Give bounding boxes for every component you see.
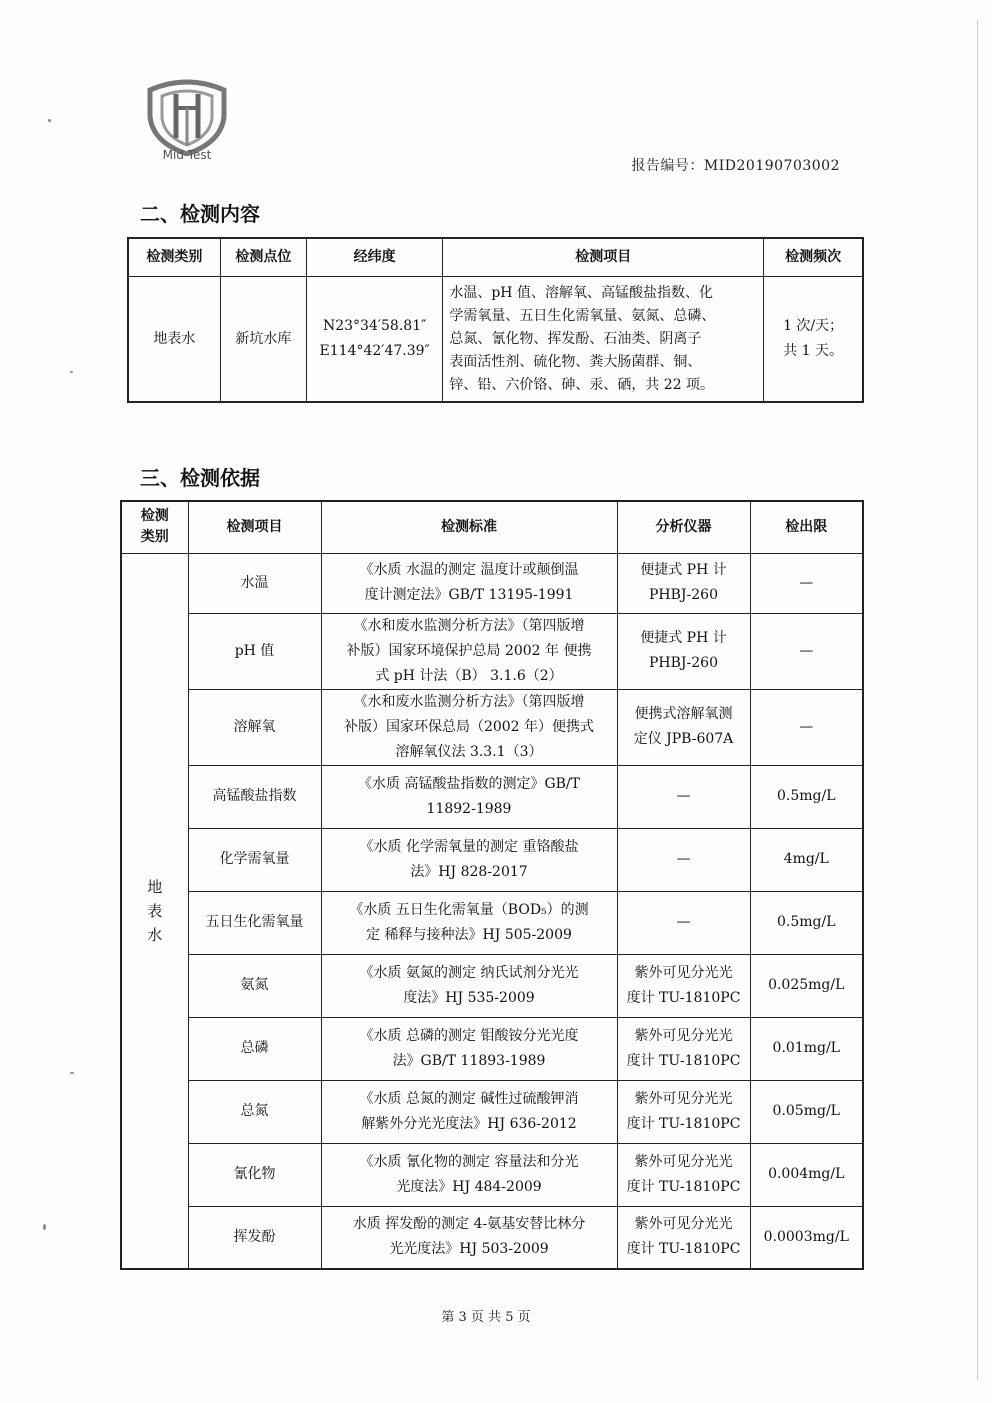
detection-content-table xyxy=(127,237,864,403)
instrument-line: 紫外可见分光光 xyxy=(634,1027,733,1044)
standard-cell xyxy=(321,689,617,765)
standard-line: 《水质 化学需氧量的测定 重铬酸盐 xyxy=(359,838,579,855)
limit-cell: — xyxy=(750,689,863,765)
scan-speck xyxy=(48,119,51,122)
frequency-line: 共 1 天。 xyxy=(783,343,843,359)
standard-line: 《水和废水监测分析方法》（第四版增 xyxy=(353,693,585,710)
limit-cell: — xyxy=(750,553,863,613)
table-row xyxy=(121,954,863,1017)
standard-line: 度法》HJ 535-2009 xyxy=(403,989,535,1006)
standard-line: 定 稀释与接种法》HJ 505-2009 xyxy=(366,926,572,943)
instrument-cell xyxy=(617,828,750,891)
standard-line: 解紫外分光光度法》HJ 636-2012 xyxy=(361,1115,577,1132)
site-cell: 新坑水库 xyxy=(220,277,306,403)
instrument-line: 度计 TU-1810PC xyxy=(626,989,741,1006)
item-cell: 五日生化需氧量 xyxy=(188,891,321,954)
column-header: 检测项目 xyxy=(188,501,321,553)
column-header: 经纬度 xyxy=(306,238,442,277)
instrument-line: 度计 TU-1810PC xyxy=(626,1241,741,1258)
standard-line: 水质 挥发酚的测定 4-氨基安替比林分 xyxy=(352,1216,586,1233)
standard-line: 法》HJ 828-2017 xyxy=(410,863,528,880)
standard-cell xyxy=(321,1143,617,1206)
standard-line: 法》GB/T 11893-1989 xyxy=(392,1052,546,1069)
instrument-cell xyxy=(617,613,750,689)
instrument-line: 便捷式 PH 计 xyxy=(640,630,727,646)
standard-line: 《水质 总氮的测定 碱性过硫酸钾消 xyxy=(359,1090,579,1107)
category-char: 地 xyxy=(147,877,163,896)
item-cell: 氰化物 xyxy=(188,1143,321,1206)
category-char: 表 xyxy=(147,901,163,920)
standard-cell xyxy=(321,613,617,689)
column-header: 检测类别 xyxy=(121,501,188,553)
table-row xyxy=(121,553,863,613)
items-line: 学需氧量、五日生化需氧量、氨氮、总磷、 xyxy=(449,307,716,324)
standard-line: 11892-1989 xyxy=(426,800,512,817)
items-cell xyxy=(443,277,764,403)
standard-cell xyxy=(321,1017,617,1080)
standard-cell xyxy=(321,553,617,613)
latitude: N23°34′58.81″ xyxy=(322,318,427,334)
standard-line: 补版）国家环保总局（2002 年）便携式 xyxy=(343,718,595,735)
standard-cell xyxy=(321,1080,617,1143)
scan-speck xyxy=(70,1072,74,1074)
standard-cell xyxy=(321,765,617,828)
table-row xyxy=(121,1143,863,1206)
standard-line: 《水质 总磷的测定 钼酸铵分光光度 xyxy=(359,1027,579,1044)
items-line: 总氮、氰化物、挥发酚、石油类、阴离子 xyxy=(449,330,702,347)
table-row xyxy=(121,1017,863,1080)
instrument-line: 度计 TU-1810PC xyxy=(626,1178,741,1195)
category-cell: 地表水 xyxy=(128,277,220,403)
item-cell: 化学需氧量 xyxy=(188,828,321,891)
item-cell: 氨氮 xyxy=(188,954,321,1017)
instrument-line: PHBJ-260 xyxy=(649,587,718,603)
standard-line: 《水质 水温的测定 温度计或颠倒温 xyxy=(359,562,579,578)
item-cell: pH 值 xyxy=(188,613,321,689)
table-row xyxy=(121,613,863,689)
instrument-line: 紫外可见分光光 xyxy=(634,1216,733,1233)
instrument-cell xyxy=(617,553,750,613)
standard-line: 补版）国家环境保护总局 2002 年 便携 xyxy=(346,642,592,659)
instrument-line: 度计 TU-1810PC xyxy=(626,1052,741,1069)
limit-cell: 0.5mg/L xyxy=(750,891,863,954)
limit-cell: 0.025mg/L xyxy=(750,954,863,1017)
instrument-line: 紫外可见分光光 xyxy=(634,1153,733,1170)
table-row xyxy=(121,828,863,891)
scan-speck xyxy=(70,371,73,373)
instrument-cell xyxy=(617,1017,750,1080)
instrument-cell xyxy=(617,1080,750,1143)
standard-line: 《水质 氨氮的测定 纳氏试剂分光光 xyxy=(359,964,579,981)
column-header: 检测项目 xyxy=(443,238,764,277)
items-line: 表面活性剂、硫化物、粪大肠菌群、铜、 xyxy=(449,353,702,370)
shield-logo-icon xyxy=(142,76,232,156)
detection-basis-table xyxy=(120,500,864,1270)
limit-cell: 0.004mg/L xyxy=(750,1143,863,1206)
table-row xyxy=(121,891,863,954)
table-header-row xyxy=(128,238,863,277)
table-row xyxy=(121,765,863,828)
items-line: 锌、铅、六价铬、砷、汞、硒，共 22 项。 xyxy=(449,376,715,393)
longitude: E114°42′47.39″ xyxy=(319,343,430,359)
instrument-line: 便捷式 PH 计 xyxy=(640,562,727,578)
standard-cell xyxy=(321,828,617,891)
items-line: 水温、pH 值、溶解氧、高锰酸盐指数、化 xyxy=(449,284,713,301)
instrument-line: 紫外可见分光光 xyxy=(634,1090,733,1107)
column-header: 检出限 xyxy=(750,501,863,553)
column-header: 检测点位 xyxy=(220,238,306,277)
instrument-line: — xyxy=(676,914,691,930)
standard-line: 《水质 五日生化需氧量（BOD₅）的测 xyxy=(349,901,589,918)
standard-line: 光度法》HJ 484-2009 xyxy=(396,1178,542,1195)
instrument-cell xyxy=(617,891,750,954)
table-row xyxy=(121,1080,863,1143)
category-char: 水 xyxy=(147,925,163,944)
item-cell: 溶解氧 xyxy=(188,689,321,765)
instrument-line: — xyxy=(676,788,691,804)
page-number: 第 3 页 共 5 页 xyxy=(441,1310,531,1325)
instrument-cell xyxy=(617,765,750,828)
limit-cell: — xyxy=(750,613,863,689)
column-header: 分析仪器 xyxy=(617,501,750,553)
section-title-content: 二、检测内容 xyxy=(140,202,260,226)
section-title-basis: 三、检测依据 xyxy=(140,466,260,490)
table-row xyxy=(121,689,863,765)
item-cell: 总磷 xyxy=(188,1017,321,1080)
item-cell: 总氮 xyxy=(188,1080,321,1143)
standard-line: 《水质 高锰酸盐指数的测定》GB/T xyxy=(358,775,580,792)
instrument-cell xyxy=(617,954,750,1017)
instrument-line: 定仪 JPB-607A xyxy=(633,731,734,747)
report-number: 报告编号：MID20190703002 xyxy=(631,158,840,174)
scan-speck xyxy=(43,1224,46,1230)
standard-line: 光光度法》HJ 503-2009 xyxy=(389,1241,549,1258)
coordinates-cell xyxy=(306,277,442,403)
category-cell xyxy=(121,553,188,1269)
instrument-cell xyxy=(617,1143,750,1206)
standard-line: 《水质 氰化物的测定 容量法和分光 xyxy=(359,1153,579,1170)
column-header: 检测频次 xyxy=(764,238,863,277)
instrument-line: 度计 TU-1810PC xyxy=(626,1115,741,1132)
standard-line: 《水和废水监测分析方法》（第四版增 xyxy=(353,617,585,634)
standard-line: 式 pH 计法（B） 3.1.6（2） xyxy=(375,667,563,684)
item-cell: 水温 xyxy=(188,553,321,613)
scan-edge-line xyxy=(977,20,978,1380)
limit-cell: 0.0003mg/L xyxy=(750,1206,863,1269)
item-cell: 挥发酚 xyxy=(188,1206,321,1269)
limit-cell: 0.5mg/L xyxy=(750,765,863,828)
item-cell: 高锰酸盐指数 xyxy=(188,765,321,828)
column-header: 检测类别 xyxy=(128,238,220,277)
instrument-cell xyxy=(617,689,750,765)
table-header-row xyxy=(121,501,863,553)
limit-cell: 0.01mg/L xyxy=(750,1017,863,1080)
logo-text: Mid Test xyxy=(162,148,212,162)
frequency-line: 1 次/天； xyxy=(783,318,844,334)
instrument-cell xyxy=(617,1206,750,1269)
standard-cell xyxy=(321,954,617,1017)
column-header: 检测标准 xyxy=(321,501,617,553)
instrument-line: PHBJ-260 xyxy=(649,655,718,671)
frequency-cell xyxy=(764,277,863,403)
standard-line: 度计测定法》GB/T 13195-1991 xyxy=(364,587,574,603)
instrument-line: 便携式溶解氧测 xyxy=(634,706,733,722)
limit-cell: 0.05mg/L xyxy=(750,1080,863,1143)
table-row xyxy=(128,277,863,403)
instrument-line: — xyxy=(676,851,691,867)
table-row xyxy=(121,1206,863,1269)
instrument-line: 紫外可见分光光 xyxy=(634,964,733,981)
standard-cell xyxy=(321,891,617,954)
limit-cell: 4mg/L xyxy=(750,828,863,891)
standard-cell xyxy=(321,1206,617,1269)
standard-line: 溶解氧仪法 3.3.1（3） xyxy=(395,743,543,760)
